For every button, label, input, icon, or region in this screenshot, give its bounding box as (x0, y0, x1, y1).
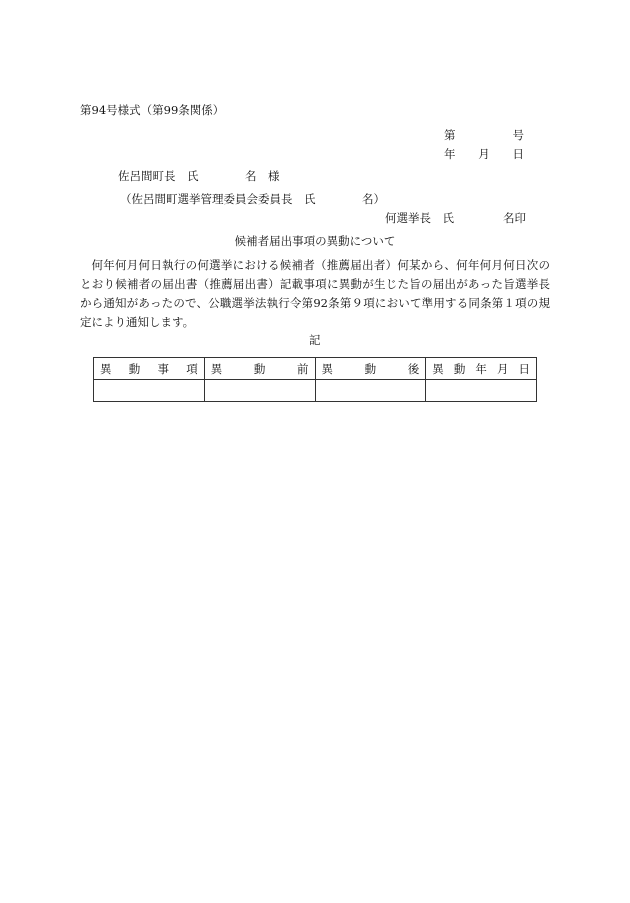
header-char: 日 (518, 361, 530, 376)
header-char: 動 (364, 361, 377, 376)
form-label: 第94号様式（第99条関係） (80, 103, 225, 117)
header-before-change (204, 358, 315, 380)
number-line (444, 129, 524, 143)
number-go: 号 (512, 128, 524, 142)
addressee-prefix: 佐呂間町長 氏 (118, 169, 199, 183)
date-day: 日 (512, 147, 524, 161)
header-char: 異 (100, 361, 112, 376)
header-char: 異 (210, 361, 223, 376)
document-title: 候補者届出事項の異動について (234, 234, 396, 248)
table-header-row (94, 358, 537, 380)
header-char: 異 (321, 361, 333, 376)
date-line (444, 148, 524, 162)
header-char: 動 (253, 361, 266, 376)
sender-prefix: 何選挙長 氏 (385, 211, 454, 225)
date-month: 月 (478, 147, 490, 161)
changes-table (93, 357, 537, 402)
header-char: 後 (407, 361, 420, 376)
addressee-name: 名 様 (245, 169, 280, 183)
header-change-date (426, 358, 537, 380)
header-char: 事 (157, 361, 169, 376)
header-char: 前 (297, 361, 309, 376)
body-paragraph: 何年何月何日執行の何選挙における候補者（推薦届出者）何某から、何年何月何日次のとおり候補者の届出書（推薦届出書）記載事項に異動が生じた旨の届出があった旨選挙長から通知があったので、公職選挙法執行令第92条第９項において準用する同条第１項の規定により通知します。 (80, 258, 550, 329)
header-char: 月 (496, 361, 509, 376)
table-row (94, 380, 537, 402)
ki-label: 記 (309, 333, 321, 347)
table-cell (204, 380, 315, 402)
header-char: 異 (432, 361, 444, 376)
table-cell (94, 380, 205, 402)
cc-addressee-prefix: （佐呂間町選挙管理委員会委員長 氏 (120, 192, 316, 206)
header-change-item (94, 358, 205, 380)
header-char: 動 (128, 361, 141, 376)
sender-name: 名印 (503, 211, 526, 225)
header-char: 項 (186, 361, 198, 376)
date-year: 年 (444, 147, 456, 161)
table-cell (315, 380, 426, 402)
header-char: 年 (475, 361, 487, 376)
header-after-change (315, 358, 426, 380)
header-char: 動 (453, 361, 466, 376)
number-dai: 第 (444, 128, 456, 142)
cc-addressee-name: 名） (362, 192, 385, 206)
table-cell (426, 380, 537, 402)
